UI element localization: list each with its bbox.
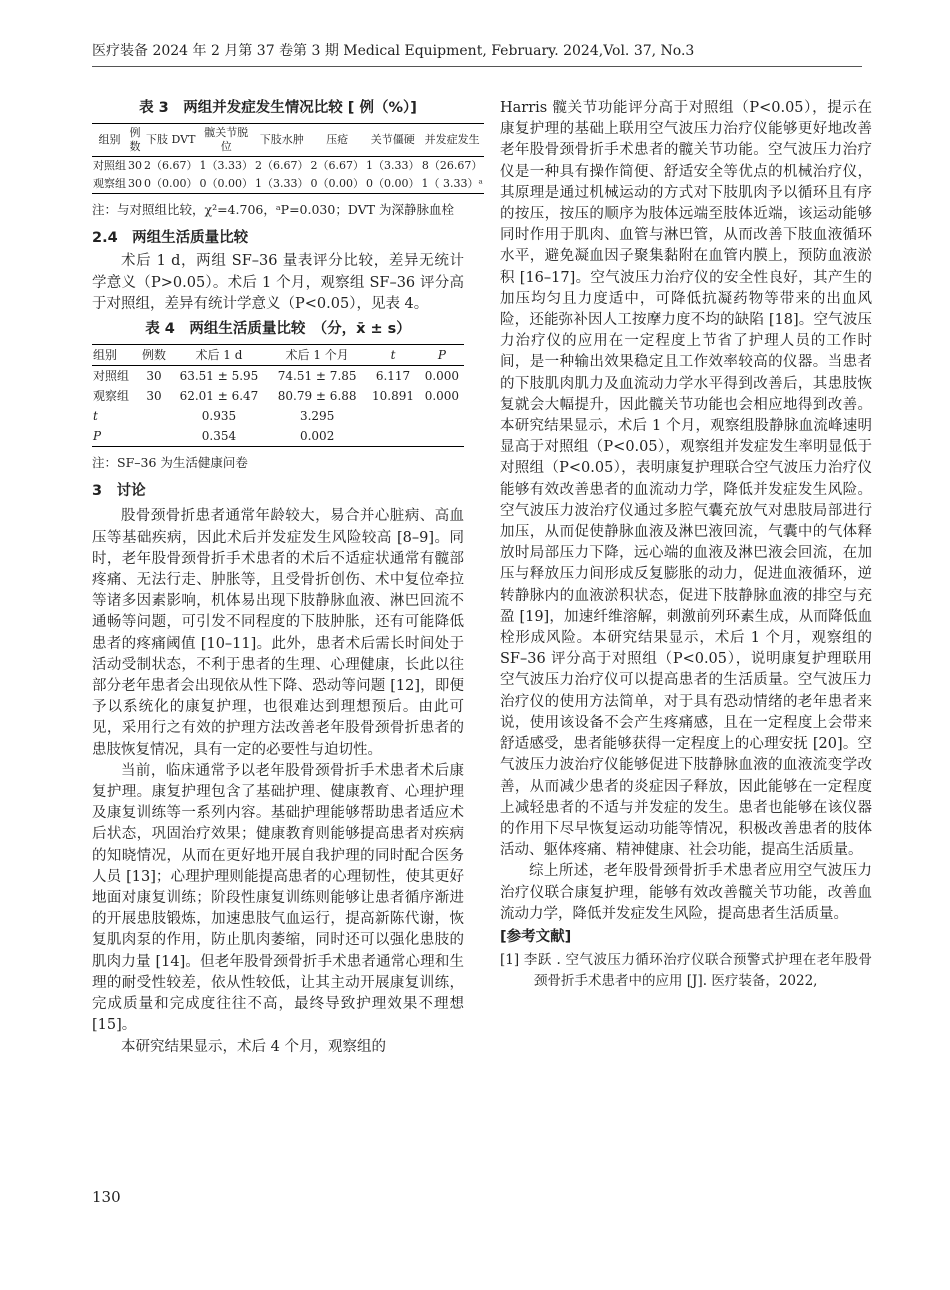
table4-header-cell: 术后 1 d: [170, 345, 268, 366]
table4-caption: 表 4 两组生活质量比较 （分，x̄ ± s）: [145, 321, 411, 338]
table4-note: 注：SF–36 为生活健康问卷: [92, 455, 248, 471]
table3-header-cell: 组别: [92, 124, 127, 157]
table-cell: 2（6.67）: [310, 159, 364, 173]
table-cell: [420, 406, 464, 426]
table-cell: 30: [146, 389, 162, 404]
table3-header-cell: 下肢水肿: [254, 124, 310, 157]
table-row: [92, 386, 464, 406]
table-cell: 0.935: [201, 409, 237, 424]
discussion-paragraph-4: 综上所述，老年股骨颈骨折手术患者应用空气波压力治疗仪联合康复护理，能够有效改善髋关节功能，改善血流动力学，降低并发症发生风险，提高患者生活质量。: [500, 863, 872, 922]
section-3-title: 3 讨论: [92, 483, 146, 500]
table-row: [92, 426, 464, 447]
table-cell: 0（0.00）: [199, 175, 255, 194]
table3-header-cell: 髋关节脱位: [199, 124, 255, 157]
discussion-paragraph-1: 股骨颈骨折患者通常年龄较大，易合并心脏病、高血压等基础疾病，因此术后并发症发生风险较高 [8–9]。同时，老年股骨颈骨折手术患者的术后不适症状通常有髋部疼痛、无法行走、肿胀等，且受骨折创伤、术中复位牵拉等诸多因素影响，机体易出现下肢静脉血液、淋巴回流不通畅等问题，可引发不同程度的下肢肿胀，还有可能降低患者的疼痛阈值 [10–11]。此外，患者术后需长时间处于活动受制状态，不利于患者的生理、心理健康，长此以往部分老年患者会出现依从性下降、恐动等问题 [12]，即便予以系统化的康复护理，也很难达到理想预后。由此可见，采用行之有效的护理方法改善老年股骨颈骨折患者的患肢恢复情况，具有一定的必要性与迫切性。: [92, 508, 464, 758]
table4: [92, 344, 464, 447]
table-cell: 1（3.33）: [199, 159, 253, 173]
table-cell: [138, 426, 170, 447]
right-column: [500, 98, 872, 992]
table3-note: 注：与对照组比较，χ²=4.706，ᵃP=0.030；DVT 为深静脉血栓: [92, 202, 454, 218]
table-cell: 30: [146, 369, 162, 384]
discussion-paragraph-3-cont: Harris 髋关节功能评分高于对照组（P<0.05），提示在康复护理的基础上联用空气波压力治疗仪能够更好地改善老年股骨颈骨折手术患者的髋关节功能。空气波压力治疗仪是一种具有操作简便、舒适安全等优点的机械治疗仪，其原理是通过机械运动的方式对下肢肌肉予以循环且有序的按压，按压的顺序为肢体远端至肢体近端，该运动能够同时作用于肌肉、血管与淋巴管，从而改善下肢血液循环水平，避免凝血因子聚集黏附在血管内膜上，预防血液淤积 [16–17]。空气波压力治疗仪的安全性良好，其产生的加压均匀且力度适中，可降低抗凝药物等带来的出血风险，还能弥补因人工按摩力度不均的缺陷 [18]。空气波压力治疗仪的应用在一定程度上节省了护理人员的工作时间，是一种输出效果稳定且工作效率较高的仪器。当患者的下肢肌肉肌力及血流动力学水平得到改善后，其患肢恢复就会大幅提升，因此髋关节功能也会相应地得到改善。本研究结果显示，术后 1 个月，观察组股静脉血流峰速明显高于对照组（P<0.05），观察组并发症发生率明显低于对照组（P<0.05），表明康复护理联合空气波压力治疗仪能够有效改善患者的血流动力学，降低并发症发生风险。空气波压力波治疗仪通过多腔气囊充放气对患肢局部进行加压，从而促使静脉血液及淋巴液回流，气囊中的气体释放时局部压力下降，远心端的血液及淋巴液会回流，在加压与释放压力间形成反复膨胀的动力，促进血液循环，逆转静脉内的血液淤积状态，促进下肢静脉血液的排空与充盈 [19]，加速纤维溶解，刺激前列环素生成，从而降低血栓形成风险。本研究结果显示，术后 1 个月，观察组的 SF–36 评分高于对照组（P<0.05），说明康复护理联用空气波压力治疗仪可以提高患者的生活质量。空气波压力治疗仪的使用方法简单，对于具有恐动情绪的老年患者来说，使用该设备不会产生疼痛感，且在一定程度上会带来舒适感受，患者能够获得一定程度上的心理安抚 [20]。空气波压力波治疗仪能够促进下肢静脉血液的血液流变学改善，从而减少患者的炎症因子释放，因此能够在一定程度上减轻患者的不适与并发症的发生。患者也能够在该仪器的作用下尽早恢复运动功能等情况，积极改善患者的肢体活动、躯体疼痛、精神健康、社会功能，提高生活质量。: [500, 100, 872, 859]
table4-header-cell: 例数: [138, 345, 170, 366]
table-cell: 10.891: [372, 389, 414, 404]
page-number: 130: [92, 1188, 121, 1206]
table-cell: 对照组: [93, 369, 130, 384]
table-cell: 2（6.67）: [255, 159, 309, 173]
table-cell: 30: [127, 175, 143, 194]
table-cell: [420, 426, 464, 447]
reference-item: [1] 李跃 . 空气波压力循环治疗仪联合预警式护理在老年股骨颈骨折手术患者中的应用 [J]. 医疗装备，2022,: [500, 952, 872, 990]
table-cell: [366, 426, 420, 447]
table-cell: 0.000: [424, 389, 460, 404]
table-cell: P: [92, 426, 138, 447]
table4-header-cell: t: [366, 345, 420, 366]
table3-header-cell: 下肢 DVT: [143, 124, 199, 157]
table-cell: 观察组: [93, 389, 130, 404]
table-cell: 30: [128, 159, 142, 173]
table-cell: 63.51 ± 5.95: [179, 369, 259, 384]
table-cell: 6.117: [375, 369, 411, 384]
table4-header-cell: 术后 1 个月: [268, 345, 366, 366]
section-2-4-title: 2.4 两组生活质量比较: [92, 230, 249, 247]
table-row: [92, 366, 464, 387]
discussion-paragraph-2: 当前，临床通常予以老年股骨颈骨折手术患者术后康复护理。康复护理包含了基础护理、健康教育、心理护理及康复训练等一系列内容。基础护理能够帮助患者适应术后状态，巩固治疗效果；健康教育则能够提高患者对疾病的知晓情况，从而在更好地开展自我护理的同时配合医务人员 [13]；心理护理则能提高患者的心理韧性，使其更好地面对康复训练；阶段性康复训练则能够让患者循序渐进的开展患肢锻炼，加速患肢气血运行，提高新陈代谢，恢复肌肉泵的作用，防止肌肉萎缩，同时还可以强化患肢的肌肉力量 [14]。但老年股骨颈骨折手术患者通常心理和生理的耐受性较差，依从性较低，让其主动开展康复训练，完成质量和完成度往往不高，最终导致护理效果不理想 [15]。: [92, 762, 464, 1034]
discussion-paragraph-3-start: 本研究结果显示，术后 4 个月，观察组的: [121, 1038, 386, 1055]
references-title: [参考文献]: [500, 928, 572, 945]
table3-header-cell: 压疮: [310, 124, 366, 157]
table3-header-row: [92, 124, 484, 157]
table-cell: 8（26.67）: [421, 159, 483, 173]
left-column: [92, 98, 483, 1058]
running-header: 医疗装备 2024 年 2 月第 37 卷第 3 期 Medical Equipment, February. 2024,Vol. 37, No.3: [92, 43, 695, 59]
table3-header-cell: 例数: [127, 124, 143, 157]
table-cell: 1（ 3.33）ᵃ: [421, 175, 484, 194]
table-cell: 3.295: [299, 409, 335, 424]
table-cell: 0.354: [170, 426, 268, 447]
table4-header-cell: 组别: [92, 345, 138, 366]
table-row: [92, 157, 484, 176]
table-cell: 2（6.67）: [144, 159, 198, 173]
header-rule: [92, 66, 862, 67]
table-cell: 74.51 ± 7.85: [277, 369, 357, 384]
table3: [92, 123, 484, 194]
table-row: [92, 406, 464, 426]
table3-header-cell: 关节僵硬: [365, 124, 421, 157]
table-cell: 0.002: [268, 426, 366, 447]
section-2-4-paragraph: 术后 1 d，两组 SF–36 量表评分比较，差异无统计学意义（P>0.05）。术后 1 个月，观察组 SF–36 评分高于对照组，差异有统计学意义（P<0.05），见表 4。: [92, 253, 464, 312]
table-cell: 0.000: [424, 369, 460, 384]
table-cell: 0（0.00）: [365, 175, 421, 194]
table-cell: [138, 406, 170, 426]
table-cell: [366, 406, 420, 426]
table3-caption: 表 3 两组并发症发生情况比较 [ 例（%）]: [139, 100, 417, 116]
table4-header-cell: P: [420, 345, 464, 366]
table-cell: 80.79 ± 6.88: [277, 389, 357, 404]
table-cell: 0（0.00）: [310, 175, 366, 194]
table3-header-cell: 并发症发生: [421, 124, 484, 157]
table-cell: 观察组: [92, 175, 127, 194]
table-cell: 1（3.33）: [254, 175, 310, 194]
table-cell: 1（3.33）: [366, 159, 420, 173]
table-cell: 对照组: [93, 159, 126, 173]
table-cell: 0（0.00）: [143, 175, 199, 194]
table4-header-row: [92, 345, 464, 366]
table-row: [92, 175, 484, 194]
table-cell: 62.01 ± 6.47: [179, 389, 259, 404]
table-cell: t: [93, 409, 98, 424]
